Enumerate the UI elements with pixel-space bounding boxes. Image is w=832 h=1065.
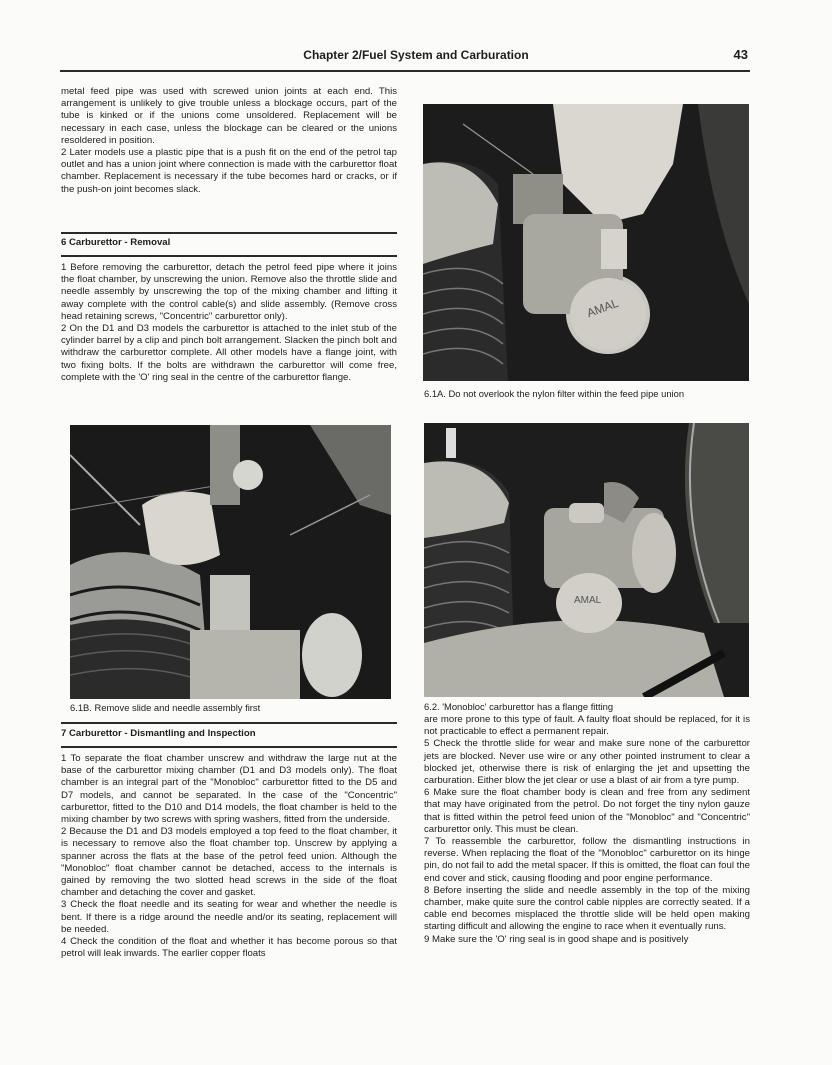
svg-text:AMAL: AMAL bbox=[574, 595, 602, 606]
paragraph: 2 Because the D1 and D3 models employed a top feed to the float chamber, it is necessary to remove also the float chamber top. Unscrew by applying a spanner across the flats at the base of the petrol feed union. Although the "Monobloc" float chamber cannot be detached, access to the internals is gained by removing the two slotted head screws in the side of the float chamber and detaching the cover and gasket. bbox=[61, 826, 397, 899]
svg-text:AMAL: AMAL bbox=[584, 295, 621, 321]
paragraph: 6 Make sure the float chamber body is clean and free from any sediment that may have originated from the petrol. Do not forget the tiny nylon gauze that is fitted within the petrol feed union of the "Monobloc" and "Concentric" carburettor only. This must be clean. bbox=[424, 787, 750, 835]
figure-6-1a-caption: 6.1A. Do not overlook the nylon filter within the feed pipe union bbox=[424, 388, 685, 399]
intro-text bbox=[61, 86, 397, 196]
section-rule bbox=[61, 232, 397, 234]
figure-6-2-caption: 6.2. 'Monobloc' carburettor has a flange fitting bbox=[424, 701, 614, 712]
chapter-title: Chapter 2/Fuel System and Carburation bbox=[303, 48, 529, 62]
paragraph: are more prone to this type of fault. A faulty float should be replaced, for it is not practicable to effect a permanent repair. bbox=[424, 714, 750, 738]
paragraph: 2 Later models use a plastic pipe that is a push fit on the end of the petrol tap outlet and has a union joint where connection is made with the carburettor float chamber. Replacement is necessary if the tube becomes hard or cracks, or if the push-on joint becomes slack. bbox=[61, 147, 397, 195]
section-rule bbox=[61, 255, 397, 257]
paragraph: 2 On the D1 and D3 models the carburettor is attached to the inlet stub of the cylinder barrel by a clip and pinch bolt arrangement. Slacken the pinch bolt and withdraw the carburettor complete. All other models have a flange joint, with two fixing bolts. If the bolts are withdrawn the carburettor will come free, complete with the 'O' ring seal in the centre of the carburettor flange. bbox=[61, 323, 397, 383]
paragraph: 5 Check the throttle slide for wear and make sure none of the carburettor jets are blocked. Never use wire or any other pointed instrument to clear a blocked jet, otherwise there is risk of enlarging the jet and upsetting the carburation. Either blow the jet clear or use a blast of air from a tyre pump. bbox=[424, 738, 750, 787]
page-number: 43 bbox=[733, 47, 748, 62]
figure-6-1a-photo bbox=[423, 104, 749, 381]
figure-6-1b-photo bbox=[70, 425, 391, 699]
paragraph: metal feed pipe was used with screwed union joints at each end. This arrangement is unlikely to give trouble unless a blockage occurs, part of the tube is kinked or if the unions come unsoldered. Replacement will be necessary in each case, unless the blockage can be cleared or the unions resoldered in position. bbox=[61, 86, 397, 146]
section-7-body bbox=[61, 753, 397, 960]
right-column-body bbox=[424, 714, 750, 946]
section-rule bbox=[61, 722, 397, 724]
paragraph: 8 Before inserting the slide and needle assembly in the top of the mixing chamber, make quite sure the control cable nipples are correctly seated. If a cable end becomes misplaced the throttle slide will be held open making starting difficult and allowing the engine to race when it eventually runs. bbox=[424, 884, 750, 933]
paragraph: 3 Check the float needle and its seating for wear and whether the needle is bent. If there is a ridge around the needle and/or its seating, replacement will be needed. bbox=[61, 899, 397, 935]
paragraph: 1 To separate the float chamber unscrew and withdraw the large nut at the base of the carburettor mixing chamber (D1 and D3 models only). The float chamber is an integral part of the "Monobloc" carburettor fitted to the D5 and D7 models, and cannot be separated. In the case of the "Concentric" carburettor, fitted to the D10 and D14 models, the float chamber is held to the mixing chamber by two screws with spring washers, fitted from the underside. bbox=[61, 753, 397, 826]
paragraph: 1 Before removing the carburettor, detach the petrol feed pipe where it joins the float chamber, by unscrewing the union. Remove also the throttle slide and needle assembly by unscrewing the top of the mixing chamber and lifting it away complete with the control cable(s) and slide assembly. (Remove cross head retaining screws, "Concentric" carburettor only). bbox=[61, 262, 397, 322]
section-6-heading: 6 Carburettor - Removal bbox=[61, 237, 171, 248]
figure-6-1b-caption: 6.1B. Remove slide and needle assembly first bbox=[70, 702, 261, 713]
section-rule bbox=[61, 746, 397, 748]
paragraph: 9 Make sure the 'O' ring seal is in good shape and is positively bbox=[424, 933, 689, 945]
paragraph: 4 Check the condition of the float and whether it has become porous so that petrol will leak inwards. The earlier copper floats bbox=[61, 936, 397, 960]
section-6-body bbox=[61, 262, 397, 384]
header-rule bbox=[60, 70, 750, 72]
figure-6-2-photo bbox=[424, 423, 749, 697]
section-7-heading: 7 Carburettor - Dismantling and Inspection bbox=[61, 728, 256, 739]
paragraph: 7 To reassemble the carburettor, follow the dismantling instructions in reverse. When replacing the float of the "Monobloc" carburettor on its hinge pin, do not fail to add the metal spacer. If this is omitted, the float can foul the end cover and stick, causing flooding and poor engine performance. bbox=[424, 836, 750, 884]
